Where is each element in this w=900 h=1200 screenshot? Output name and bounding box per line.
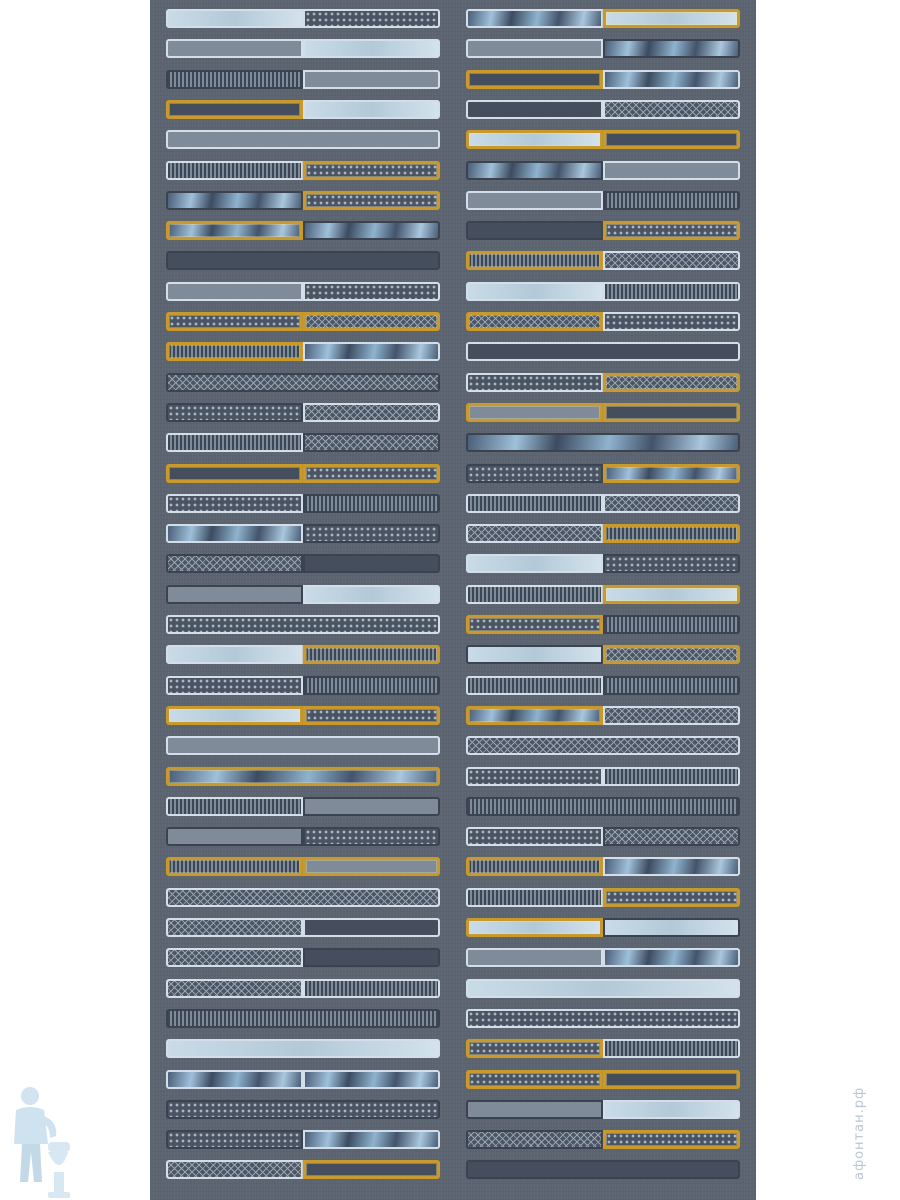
mosaic-strip <box>466 585 603 604</box>
mosaic-strip <box>466 1130 603 1149</box>
mosaic-strip <box>303 9 440 28</box>
mosaic-strip <box>603 645 740 664</box>
mosaic-strip <box>466 797 740 816</box>
mosaic-strip <box>303 282 440 301</box>
mosaic-strip <box>303 706 440 725</box>
mosaic-strip <box>603 948 740 967</box>
mosaic-strip <box>603 403 740 422</box>
mosaic-strip <box>303 100 440 119</box>
mosaic-strip <box>166 524 303 543</box>
mosaic-strip <box>166 827 303 846</box>
mosaic-strip <box>603 282 740 301</box>
mosaic-strip <box>166 191 303 210</box>
mosaic-strip <box>466 494 603 513</box>
mosaic-strip <box>466 918 603 937</box>
mosaic-strip <box>466 1160 740 1179</box>
mosaic-strip <box>603 918 740 937</box>
mosaic-strip <box>603 9 740 28</box>
plumber-mascot-icon <box>2 1082 74 1200</box>
mosaic-strip <box>166 130 440 149</box>
mosaic-strip <box>466 524 603 543</box>
mosaic-strip <box>303 342 440 361</box>
mosaic-strip <box>466 161 603 180</box>
mosaic-strip <box>166 615 440 634</box>
mosaic-strip <box>303 585 440 604</box>
mosaic-strip <box>603 464 740 483</box>
mosaic-strip <box>166 1070 303 1089</box>
mosaic-strip <box>166 979 303 998</box>
mosaic-strip <box>466 282 603 301</box>
mosaic-strip <box>303 797 440 816</box>
mosaic-strip <box>466 948 603 967</box>
mosaic-strip <box>603 524 740 543</box>
mosaic-strip <box>166 1160 303 1179</box>
mosaic-strip <box>603 615 740 634</box>
mosaic-strip <box>166 857 303 876</box>
mosaic-strip <box>603 251 740 270</box>
mosaic-strip <box>603 1039 740 1058</box>
mosaic-strip <box>166 767 440 786</box>
mosaic-strip <box>603 161 740 180</box>
mosaic-strip <box>603 706 740 725</box>
mosaic-strip <box>303 857 440 876</box>
mosaic-strip <box>466 1070 603 1089</box>
mosaic-strip <box>466 221 603 240</box>
mosaic-strip <box>466 312 603 331</box>
mosaic-strip <box>466 251 603 270</box>
mosaic-strip <box>466 373 603 392</box>
mosaic-strip <box>303 161 440 180</box>
mosaic-strip <box>603 39 740 58</box>
mosaic-strip <box>303 312 440 331</box>
tile-panel <box>150 0 756 1200</box>
mosaic-strip <box>466 1039 603 1058</box>
mosaic-strip <box>303 979 440 998</box>
mosaic-strip <box>603 585 740 604</box>
mosaic-strip <box>166 948 303 967</box>
mosaic-strip <box>166 70 303 89</box>
mosaic-strip <box>466 70 603 89</box>
mosaic-strip <box>466 857 603 876</box>
mosaic-strip <box>303 221 440 240</box>
mosaic-strip <box>603 767 740 786</box>
mosaic-strip <box>303 1160 440 1179</box>
mosaic-strip <box>303 827 440 846</box>
mosaic-strip <box>166 342 303 361</box>
mosaic-strip <box>166 918 303 937</box>
mosaic-strip <box>466 888 603 907</box>
mosaic-strip <box>166 251 440 270</box>
mosaic-strip <box>166 161 303 180</box>
mosaic-strip <box>466 706 603 725</box>
mosaic-strip <box>466 676 603 695</box>
mosaic-strip <box>603 312 740 331</box>
mosaic-strip <box>603 191 740 210</box>
mosaic-strip <box>166 39 303 58</box>
mosaic-strip <box>166 1039 440 1058</box>
mosaic-strip <box>303 676 440 695</box>
mosaic-strip <box>466 9 603 28</box>
mosaic-strip <box>303 918 440 937</box>
mosaic-strip <box>166 9 303 28</box>
mosaic-strip <box>166 464 303 483</box>
mosaic-strip <box>466 342 740 361</box>
mosaic-strip <box>603 100 740 119</box>
mosaic-strip <box>303 191 440 210</box>
mosaic-strip <box>166 1130 303 1149</box>
watermark-text: афонтан.рф <box>852 1086 867 1180</box>
mosaic-strip <box>466 979 740 998</box>
mosaic-strip <box>166 585 303 604</box>
mosaic-strip <box>166 676 303 695</box>
mosaic-strip <box>303 948 440 967</box>
mosaic-strip <box>603 554 740 573</box>
mosaic-strip <box>303 554 440 573</box>
mosaic-strip <box>466 767 603 786</box>
mosaic-strip <box>166 100 303 119</box>
mosaic-strip <box>166 403 303 422</box>
mosaic-strip <box>466 1009 740 1028</box>
mosaic-strip <box>303 433 440 452</box>
mosaic-strip <box>166 1009 440 1028</box>
mosaic-strip <box>466 1100 603 1119</box>
mosaic-strip <box>466 827 603 846</box>
mosaic-strip <box>166 312 303 331</box>
mosaic-strip <box>303 524 440 543</box>
mosaic-strip <box>466 100 603 119</box>
mosaic-strip <box>166 706 303 725</box>
mosaic-strip <box>166 645 303 664</box>
mosaic-strip <box>603 1130 740 1149</box>
mosaic-strip <box>603 130 740 149</box>
mosaic-strip <box>166 797 303 816</box>
mosaic-strip <box>303 39 440 58</box>
mosaic-strip <box>166 494 303 513</box>
mosaic-strip <box>466 403 603 422</box>
mosaic-strip <box>303 70 440 89</box>
mosaic-strip <box>166 221 303 240</box>
mosaic-strip <box>466 191 603 210</box>
mosaic-strip <box>466 39 603 58</box>
mosaic-strip <box>166 736 440 755</box>
mosaic-strip <box>166 373 440 392</box>
mosaic-strip <box>603 70 740 89</box>
mosaic-strip <box>603 494 740 513</box>
mosaic-strip <box>303 403 440 422</box>
mosaic-strip <box>466 645 603 664</box>
mosaic-strip <box>603 1070 740 1089</box>
mosaic-strip <box>466 736 740 755</box>
mosaic-strip <box>166 282 303 301</box>
mosaic-strip <box>466 433 740 452</box>
mosaic-strip <box>603 888 740 907</box>
mosaic-strip <box>603 373 740 392</box>
mosaic-strip <box>303 1130 440 1149</box>
mosaic-strip <box>603 857 740 876</box>
mosaic-strip <box>466 554 603 573</box>
mosaic-strip <box>166 433 303 452</box>
mosaic-strip <box>466 615 603 634</box>
mosaic-strip <box>603 676 740 695</box>
mosaic-strip <box>303 464 440 483</box>
mosaic-strip <box>466 130 603 149</box>
mosaic-strip <box>603 1100 740 1119</box>
mosaic-strip <box>303 645 440 664</box>
mosaic-strip <box>303 1070 440 1089</box>
mosaic-strip <box>303 494 440 513</box>
mosaic-strip <box>166 888 440 907</box>
mosaic-strip <box>166 1100 440 1119</box>
mosaic-strip <box>166 554 303 573</box>
mosaic-strip <box>603 827 740 846</box>
mosaic-strip <box>466 464 603 483</box>
mosaic-strip <box>603 221 740 240</box>
